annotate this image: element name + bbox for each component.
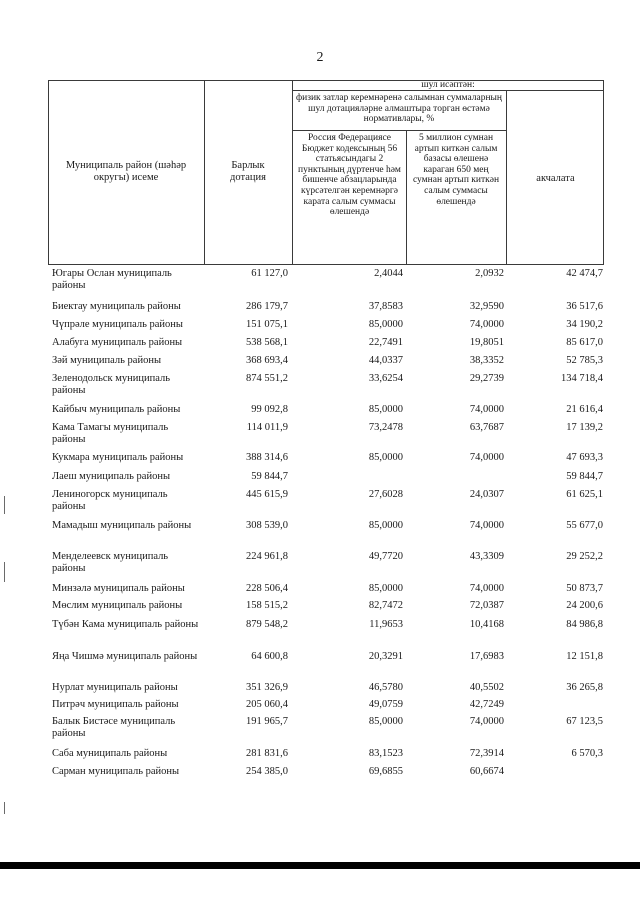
district-name: Югары Ослан муниципаль районы [52,268,172,291]
cash-amount: 85 617,0 [566,337,603,348]
cash-amount: 42 474,7 [566,268,603,279]
total-subsidy: 64 600,8 [251,651,288,662]
district-name: Кайбыч муниципаль районы [52,404,181,415]
cash-amount: 34 190,2 [566,319,603,330]
cash-amount: 50 873,7 [566,583,603,594]
header-norm-divider [292,130,506,131]
district-name: Кукмара муниципаль районы [52,452,184,463]
norm-over-5mln: 38,3352 [469,355,504,366]
total-subsidy: 254 385,0 [246,766,288,777]
district-name: Алабуга муниципаль районы [52,337,183,348]
cash-amount: 17 139,2 [566,422,603,433]
cash-amount: 134 718,4 [561,373,603,384]
total-subsidy: 308 539,0 [246,520,288,531]
district-name: Мамадыш муниципаль районы [52,520,192,531]
total-subsidy: 191 965,7 [246,716,288,727]
district-name: Кама Тамагы муниципаль районы [52,422,169,445]
norm-over-5mln: 32,9590 [469,301,504,312]
scan-bottom-bar [0,862,640,869]
norm-56-art: 49,7720 [368,551,403,562]
norm-over-5mln: 19,8051 [469,337,504,348]
norm-over-5mln: 72,0387 [469,600,504,611]
norm-over-5mln: 2,0932 [475,268,504,279]
district-name: Мөслим муниципаль районы [52,600,183,611]
norm-over-5mln: 29,2739 [469,373,504,384]
district-name: Яңа Чишмә муниципаль районы [52,651,198,662]
total-subsidy: 879 548,2 [246,619,288,630]
cash-amount: 36 517,6 [566,301,603,312]
norm-over-5mln: 40,5502 [469,682,504,693]
norm-56-art: 46,5780 [368,682,403,693]
cash-amount: 21 616,4 [566,404,603,415]
norm-56-art: 73,2478 [368,422,403,433]
header-amount: акчалата [536,173,575,184]
norm-over-5mln: 74,0000 [469,452,504,463]
norm-56-art: 37,8583 [368,301,403,312]
page-number: 2 [316,50,324,65]
norm-56-art: 22,7491 [368,337,403,348]
header-divider-amount [506,90,507,264]
total-subsidy: 151 075,1 [246,319,288,330]
district-name: Саба муниципаль районы [52,748,168,759]
header-right-border [603,80,604,264]
district-name: Питрәч муниципаль районы [52,699,179,710]
header-norm-group: физик затлар керемнәренә салымнан суммаларның шул дотацияләрне алмаштыра торган өстәмә нормативлары, % [295,93,503,125]
cash-amount: 61 625,1 [566,489,603,500]
norm-over-5mln: 74,0000 [469,583,504,594]
norm-over-5mln: 43,3309 [469,551,504,562]
district-name: Чүпрәле муниципаль районы [52,319,183,330]
district-name: Лениногорск муниципаль районы [52,489,168,512]
norm-56-art: 69,6855 [368,766,403,777]
cash-amount: 67 123,5 [566,716,603,727]
cash-amount: 59 844,7 [566,471,603,482]
scan-edge-mark [4,562,5,582]
norm-over-5mln: 63,7687 [469,422,504,433]
header-norm1: Россия Федерациясе Бюджет кодексының 56 статьясындагы 2 пунктының дүртенче һәм бишенче абзацларында күрсәтелгән керемнәргә карата салым суммасы өлешендә [298,133,401,218]
norm-over-5mln: 74,0000 [469,520,504,531]
cash-amount: 24 200,6 [566,600,603,611]
header-bottom-border [48,264,604,265]
district-name: Зәй муниципаль районы [52,355,162,366]
norm-56-art: 82,7472 [368,600,403,611]
norm-56-art: 44,0337 [368,355,403,366]
cash-amount: 36 265,8 [566,682,603,693]
total-subsidy: 538 568,1 [246,337,288,348]
district-name: Түбән Кама муниципаль районы [52,619,199,630]
norm-56-art: 2,4044 [374,268,403,279]
total-subsidy: 99 092,8 [251,404,288,415]
total-subsidy: 205 060,4 [246,699,288,710]
cash-amount: 55 677,0 [566,520,603,531]
total-subsidy: 224 961,8 [246,551,288,562]
norm-56-art: 27,6028 [368,489,403,500]
district-name: Зеленодольск муниципаль районы [52,373,171,396]
norm-56-art: 85,0000 [368,520,403,531]
scan-edge-mark [4,496,5,514]
district-name: Лаеш муниципаль районы [52,471,171,482]
norm-over-5mln: 60,6674 [469,766,504,777]
cash-amount: 12 151,8 [566,651,603,662]
norm-56-art: 83,1523 [368,748,403,759]
district-name: Биектау муниципаль районы [52,301,181,312]
cash-amount: 52 785,3 [566,355,603,366]
district-name: Нурлат муниципаль районы [52,682,178,693]
total-subsidy: 59 844,7 [251,471,288,482]
norm-56-art: 11,9653 [369,619,403,630]
total-subsidy: 874 551,2 [246,373,288,384]
header-including: шул исәптән: [421,80,475,90]
norm-56-art: 33,6254 [368,373,403,384]
header-name: Муниципаль район (шәһәр округы) исеме [65,160,187,183]
district-name: Балык Бистәсе муниципаль районы [52,716,176,739]
cash-amount: 47 693,3 [566,452,603,463]
total-subsidy: 228 506,4 [246,583,288,594]
norm-56-art: 85,0000 [368,583,403,594]
total-subsidy: 388 314,6 [246,452,288,463]
norm-56-art: 85,0000 [368,404,403,415]
norm-over-5mln: 72,3914 [469,748,504,759]
cash-amount: 6 570,3 [571,748,603,759]
total-subsidy: 286 179,7 [246,301,288,312]
norm-over-5mln: 74,0000 [469,716,504,727]
norm-over-5mln: 74,0000 [469,319,504,330]
norm-56-art: 85,0000 [368,319,403,330]
norm-over-5mln: 74,0000 [469,404,504,415]
header-total: Барлык дотация [230,160,266,183]
total-subsidy: 158 515,2 [246,600,288,611]
total-subsidy: 445 615,9 [246,489,288,500]
header-divider-total [292,80,293,264]
cash-amount: 84 986,8 [566,619,603,630]
total-subsidy: 114 011,9 [246,422,288,433]
norm-56-art: 85,0000 [368,716,403,727]
district-name: Сарман муниципаль районы [52,766,180,777]
total-subsidy: 61 127,0 [251,268,288,279]
district-name: Минзәлә муниципаль районы [52,583,185,594]
norm-56-art: 85,0000 [368,452,403,463]
header-divider-norm [406,130,407,264]
norm-over-5mln: 17,6983 [469,651,504,662]
norm-over-5mln: 10,4168 [469,619,504,630]
norm-56-art: 20,3291 [368,651,403,662]
norm-over-5mln: 42,7249 [469,699,504,710]
total-subsidy: 281 831,6 [246,748,288,759]
total-subsidy: 368 693,4 [246,355,288,366]
norm-56-art: 49,0759 [368,699,403,710]
header-norm2: 5 миллион сумнан артып киткән салым базасы өлешенә караган 650 мең сумнан артып киткән салым суммасы өлешендә [412,133,500,207]
header-divider-name [204,80,205,264]
total-subsidy: 351 326,9 [246,682,288,693]
cash-amount: 29 252,2 [566,551,603,562]
header-left-border [48,80,49,264]
scan-edge-mark [4,802,5,814]
norm-over-5mln: 24,0307 [469,489,504,500]
district-name: Менделеевск муниципаль районы [52,551,169,574]
